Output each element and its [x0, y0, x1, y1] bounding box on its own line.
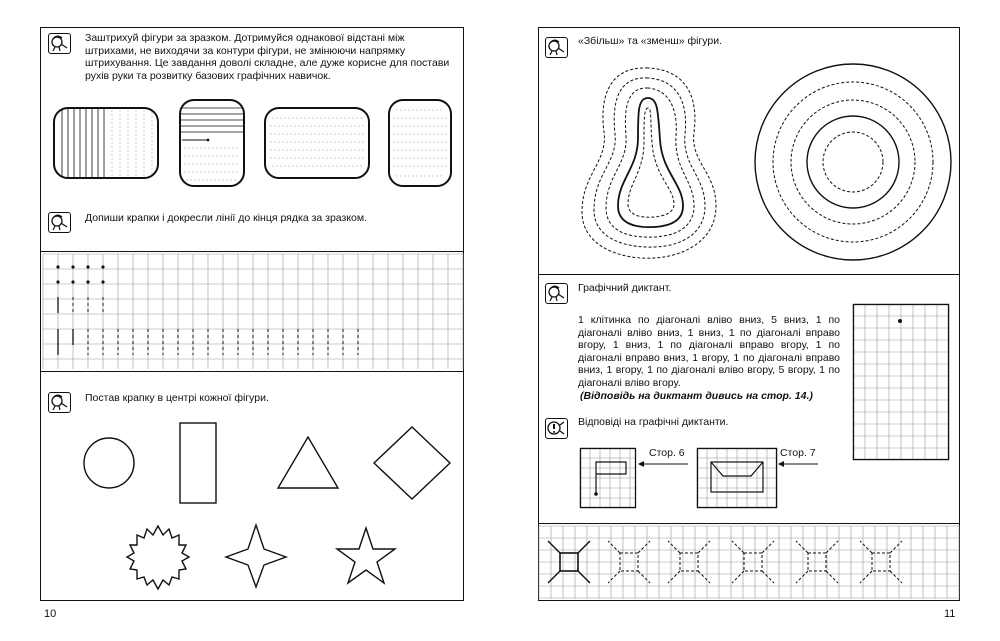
dictation-text: 1 клітинка по діагоналі вліво вниз, 5 вниз, 1 по діагоналі вліво вниз, 1 вниз, 1 по діагоналі вправо вгору, 1 вниз, 1 по діагоналі вправо вгору, 1 по діагоналі вправо вниз, 1 вгору, 1 по діагоналі вправо вниз, 1 вгору, 1 по діагоналі вліво вгору, 5 вгору, 1 по діагоналі вліво вгору. — [578, 314, 840, 389]
arrow-left-icon — [638, 460, 688, 468]
starburst-shape — [127, 526, 189, 589]
hatching-shapes — [40, 96, 464, 186]
answer-grid-2 — [697, 448, 777, 508]
child-icon — [48, 33, 71, 54]
answers-title: Відповіді на графічні диктанти. — [578, 416, 729, 428]
divider — [40, 371, 464, 372]
hatch-shape-2 — [180, 100, 244, 186]
page-number: 11 — [944, 608, 956, 620]
task1-instruction: Заштрихуй фігури за зразком. Дотримуйся однакової відстані між штрихами, не виходячи за контури фігури, не змінюючи напрямку штрихування. Це завдання доволі складне, але дуже корисне для постави рухів руки та розвитку базових графічних навичок. — [85, 32, 450, 82]
task-dictation-title: Графічний диктант. — [578, 282, 672, 294]
hatch-shape-3 — [265, 108, 369, 178]
exclamation-icon — [545, 418, 568, 439]
four-point-star-shape — [226, 525, 286, 587]
task3-instruction: Постав крапку в центрі кожної фігури. — [85, 392, 269, 404]
child-icon — [48, 392, 71, 413]
dictation-answer-note: (Відповідь на диктант дивись на стор. 14.) — [580, 390, 813, 402]
page-ref-7: Стор. 7 — [780, 447, 816, 459]
dot-grid-exercise — [40, 251, 464, 371]
rectangle-shape — [180, 423, 216, 503]
diamond-shape — [374, 427, 450, 499]
pattern-copy-grid — [538, 523, 960, 601]
five-point-star-shape — [337, 528, 395, 583]
center-dot-shapes — [40, 415, 464, 595]
child-icon — [545, 37, 568, 58]
task2-instruction: Допиши крапки і докресли лінії до кінця рядка за зразком. — [85, 212, 368, 224]
task-resize-instruction: «Збільш» та «зменш» фігури. — [578, 35, 723, 47]
page-number: 10 — [44, 608, 57, 620]
answer-grid-1 — [580, 448, 636, 508]
hatch-shape-4 — [389, 100, 451, 186]
resize-figures — [538, 62, 958, 272]
page-ref-6: Стор. 6 — [649, 447, 685, 459]
circle-shape — [84, 438, 134, 488]
hatch-shape-1 — [54, 108, 158, 178]
child-icon — [48, 212, 71, 233]
triangle-shape — [278, 437, 338, 488]
divider — [538, 274, 960, 275]
dictation-grid — [853, 304, 949, 460]
arrow-left-icon — [778, 460, 818, 468]
child-icon — [545, 283, 568, 304]
